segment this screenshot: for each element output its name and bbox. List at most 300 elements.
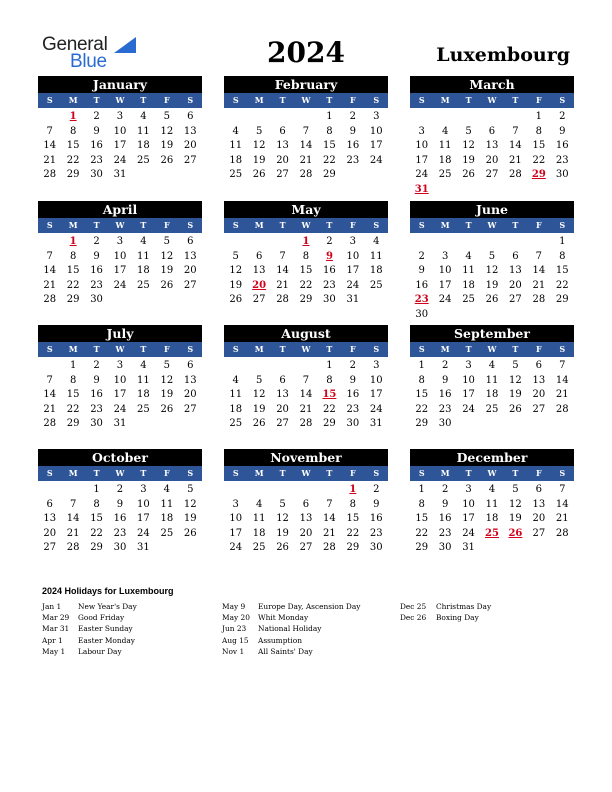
weekday-header [410, 218, 574, 233]
month-title: June [410, 201, 574, 218]
day-cell: 30 [415, 308, 429, 320]
day-cell: 5 [255, 125, 263, 137]
holiday-name: Boxing Day [436, 613, 479, 623]
day-cell: 28 [509, 169, 522, 181]
empty-cell [433, 235, 456, 250]
day-cell: 21 [43, 403, 57, 415]
day-cell: 11 [137, 125, 150, 137]
empty-cell [38, 359, 61, 374]
month-january [38, 76, 202, 183]
day-cell: 20 [532, 389, 546, 401]
day-cell: 22 [323, 403, 336, 415]
page-header [0, 0, 612, 72]
day-cell: 1 [418, 484, 425, 495]
day-cell: 19 [229, 279, 243, 291]
day-cell: 22 [346, 527, 360, 539]
day-cell: 11 [462, 265, 475, 277]
weekday-label: T [326, 468, 333, 478]
holiday-day: 9 [325, 250, 333, 262]
day-cell: 7 [46, 250, 53, 262]
day-cell: 28 [555, 403, 569, 415]
empty-cell [271, 110, 294, 125]
day-cell: 26 [462, 169, 475, 181]
holiday-day: 20 [252, 279, 267, 291]
holiday-date: May 1 [42, 646, 66, 656]
day-cell: 13 [299, 513, 313, 525]
day-cell: 12 [252, 389, 266, 401]
day-cell: 1 [418, 360, 425, 371]
day-cell: 1 [326, 111, 333, 122]
weekday-label: T [279, 95, 286, 105]
weekday-label: T [465, 468, 472, 478]
month-title: October [38, 449, 202, 466]
holiday-row [42, 646, 222, 657]
month-february [224, 76, 388, 183]
logo-text-general: General [42, 34, 108, 55]
day-cell: 13 [485, 140, 499, 152]
generalblue-logo [42, 34, 142, 70]
holiday-name: Good Friday [78, 613, 125, 623]
weekday-label: M [440, 344, 450, 354]
empty-cell [480, 110, 503, 125]
day-cell: 11 [137, 250, 150, 262]
day-cell: 4 [140, 360, 147, 371]
day-cell: 17 [462, 389, 475, 401]
day-cell: 4 [488, 484, 496, 495]
day-cell: 13 [183, 250, 197, 262]
day-cell: 24 [462, 527, 475, 539]
day-cell: 15 [415, 513, 429, 525]
holiday-name: Whit Monday [258, 613, 309, 623]
day-cell: 6 [187, 236, 194, 247]
day-cell: 8 [69, 250, 77, 262]
weekday-label: T [140, 95, 147, 105]
weekday-label: M [68, 468, 78, 478]
weekday-label: F [349, 344, 356, 354]
day-cell: 25 [369, 279, 383, 291]
holiday-day: 25 [485, 527, 499, 539]
day-grid [224, 481, 388, 556]
weekday-label: F [349, 95, 356, 105]
weekday-label: S [418, 344, 425, 354]
weekday-label: W [115, 220, 125, 230]
day-cell: 20 [183, 265, 197, 277]
day-cell: 22 [415, 527, 429, 539]
day-cell: 26 [160, 279, 174, 291]
empty-cell [294, 359, 317, 374]
weekday-label: S [559, 344, 566, 354]
day-cell: 9 [116, 498, 124, 510]
day-cell: 11 [137, 374, 150, 386]
month-december [410, 449, 574, 556]
day-cell: 5 [279, 498, 286, 510]
day-cell: 23 [113, 527, 127, 539]
day-cell: 26 [160, 403, 174, 415]
day-cell: 10 [462, 374, 475, 386]
day-cell: 11 [438, 140, 452, 152]
month-title: January [38, 76, 202, 93]
day-cell: 25 [229, 418, 243, 430]
day-cell: 14 [43, 265, 57, 277]
holiday-date: Dec 25 [400, 602, 427, 611]
day-cell: 29 [415, 418, 429, 430]
day-cell: 24 [113, 154, 127, 166]
holiday-date: Jan 1 [42, 602, 62, 611]
day-cell: 10 [369, 125, 383, 137]
empty-cell [457, 235, 480, 250]
day-cell: 16 [415, 279, 429, 291]
day-cell: 4 [140, 111, 147, 122]
weekday-label: F [535, 344, 542, 354]
day-cell: 24 [369, 403, 383, 415]
day-cell: 24 [346, 279, 360, 291]
holiday-row [400, 612, 580, 623]
weekday-label: S [232, 344, 239, 354]
day-cell: 30 [555, 169, 569, 181]
day-cell: 10 [137, 498, 150, 510]
day-cell: 1 [535, 111, 543, 122]
weekday-label: S [187, 344, 194, 354]
day-cell: 9 [418, 265, 425, 277]
empty-cell [527, 235, 550, 250]
day-cell: 31 [462, 542, 475, 554]
holiday-date: Mar 31 [42, 624, 70, 634]
day-cell: 31 [369, 418, 383, 430]
day-cell: 10 [113, 250, 127, 262]
day-cell: 9 [441, 498, 449, 510]
holiday-column [42, 601, 222, 657]
day-cell: 28 [299, 418, 313, 430]
weekday-label: S [232, 95, 239, 105]
weekday-label: F [535, 468, 542, 478]
day-cell: 2 [326, 236, 333, 247]
day-cell: 17 [113, 389, 127, 401]
day-cell: 21 [532, 279, 546, 291]
holiday-name: New Year's Day [78, 602, 137, 611]
day-cell: 1 [326, 360, 333, 371]
day-cell: 31 [137, 542, 150, 554]
day-cell: 8 [349, 498, 357, 510]
day-cell: 21 [299, 403, 313, 415]
day-cell: 14 [555, 374, 569, 386]
day-cell: 2 [349, 111, 357, 122]
empty-cell [61, 483, 84, 498]
day-cell: 28 [532, 294, 546, 306]
holiday-day: 29 [531, 169, 546, 181]
day-cell: 6 [535, 360, 543, 371]
day-cell: 20 [299, 527, 313, 539]
day-cell: 19 [252, 403, 266, 415]
day-cell: 21 [299, 154, 313, 166]
day-cell: 18 [137, 389, 150, 401]
day-cell: 10 [113, 125, 127, 137]
day-cell: 15 [555, 265, 569, 277]
day-cell: 8 [326, 125, 333, 137]
empty-cell [224, 110, 247, 125]
holiday-row [222, 601, 402, 612]
day-cell: 6 [255, 250, 263, 262]
day-cell: 21 [66, 527, 80, 539]
day-cell: 19 [509, 389, 522, 401]
weekday-label: W [487, 468, 497, 478]
weekday-label: S [187, 95, 194, 105]
weekday-label: W [487, 95, 497, 105]
day-cell: 15 [66, 140, 80, 152]
weekday-label: S [373, 95, 380, 105]
day-cell: 29 [66, 418, 80, 430]
day-cell: 2 [418, 250, 425, 262]
weekday-label: T [326, 220, 333, 230]
empty-cell [294, 110, 317, 125]
day-grid [224, 233, 388, 308]
day-cell: 4 [232, 374, 239, 386]
day-cell: 30 [90, 294, 103, 306]
weekday-label: T [140, 344, 147, 354]
day-cell: 17 [369, 140, 383, 152]
weekday-label: T [93, 220, 100, 230]
day-cell: 12 [252, 140, 266, 152]
day-cell: 9 [349, 125, 357, 137]
day-cell: 5 [232, 250, 239, 262]
weekday-label: S [418, 468, 425, 478]
day-cell: 11 [485, 374, 499, 386]
day-cell: 13 [276, 140, 289, 152]
day-cell: 14 [299, 140, 313, 152]
day-cell: 2 [116, 484, 124, 495]
day-cell: 22 [323, 154, 336, 166]
empty-cell [318, 483, 341, 498]
day-cell: 7 [326, 498, 333, 510]
holiday-date: Mar 29 [42, 613, 70, 623]
day-cell: 6 [512, 250, 519, 262]
weekday-label: S [373, 468, 380, 478]
weekday-label: M [254, 344, 264, 354]
month-july [38, 325, 202, 432]
day-cell: 16 [323, 265, 336, 277]
day-cell: 7 [46, 374, 53, 386]
day-grid [38, 108, 202, 183]
holiday-name: All Saints' Day [258, 646, 313, 656]
day-cell: 15 [66, 389, 80, 401]
empty-cell [504, 235, 527, 250]
month-june [410, 201, 574, 323]
weekday-label: W [301, 468, 311, 478]
empty-cell [247, 359, 270, 374]
day-cell: 5 [512, 484, 519, 495]
holiday-day: 1 [69, 111, 77, 122]
holiday-date: Nov 1 [222, 646, 245, 656]
day-cell: 27 [276, 418, 289, 430]
holiday-name: Assumption [258, 635, 302, 645]
day-cell: 25 [252, 542, 266, 554]
day-cell: 13 [509, 265, 522, 277]
day-cell: 25 [485, 403, 499, 415]
holiday-day: 26 [508, 527, 523, 539]
day-cell: 28 [43, 418, 57, 430]
day-cell: 1 [559, 236, 566, 247]
day-cell: 12 [183, 498, 197, 510]
day-cell: 25 [137, 279, 150, 291]
day-cell: 9 [93, 374, 100, 386]
day-cell: 27 [532, 527, 546, 539]
holiday-date: Dec 26 [400, 613, 427, 623]
holiday-date: Jun 23 [222, 624, 247, 634]
day-cell: 18 [485, 389, 499, 401]
weekday-label: W [487, 220, 497, 230]
day-cell: 22 [532, 154, 546, 166]
day-cell: 6 [279, 374, 286, 386]
day-cell: 2 [441, 484, 449, 495]
day-cell: 15 [346, 513, 360, 525]
day-cell: 9 [93, 125, 100, 137]
day-cell: 14 [43, 389, 57, 401]
day-cell: 13 [276, 389, 289, 401]
day-cell: 5 [488, 250, 496, 262]
day-cell: 19 [509, 513, 522, 525]
day-cell: 2 [93, 111, 100, 122]
day-cell: 27 [276, 169, 289, 181]
day-cell: 17 [113, 140, 127, 152]
weekday-label: F [163, 220, 170, 230]
day-cell: 12 [462, 140, 475, 152]
day-cell: 23 [555, 154, 569, 166]
day-cell: 25 [229, 169, 243, 181]
day-cell: 28 [43, 169, 57, 181]
day-cell: 30 [438, 542, 452, 554]
weekday-label: T [326, 344, 333, 354]
day-cell: 7 [69, 498, 77, 510]
day-cell: 15 [323, 140, 336, 152]
empty-cell [224, 359, 247, 374]
weekday-label: S [232, 468, 239, 478]
day-cell: 13 [183, 125, 197, 137]
day-cell: 20 [485, 154, 499, 166]
day-cell: 22 [299, 279, 313, 291]
month-title: August [224, 325, 388, 342]
day-cell: 17 [346, 265, 360, 277]
day-cell: 18 [137, 265, 150, 277]
day-cell: 28 [276, 294, 289, 306]
day-cell: 5 [163, 236, 171, 247]
day-cell: 13 [532, 498, 546, 510]
weekday-header [38, 466, 202, 481]
day-cell: 11 [160, 498, 174, 510]
day-cell: 22 [90, 527, 103, 539]
day-cell: 22 [66, 154, 80, 166]
weekday-header [410, 342, 574, 357]
month-title: December [410, 449, 574, 466]
day-cell: 3 [116, 360, 124, 371]
empty-cell [38, 235, 61, 250]
day-cell: 20 [276, 154, 289, 166]
day-cell: 19 [485, 279, 499, 291]
empty-cell [247, 483, 270, 498]
weekday-label: M [254, 95, 264, 105]
day-cell: 17 [438, 279, 452, 291]
day-cell: 28 [43, 294, 57, 306]
empty-cell [247, 110, 270, 125]
day-cell: 11 [369, 250, 383, 262]
day-grid [38, 233, 202, 308]
day-cell: 21 [555, 389, 569, 401]
day-cell: 15 [415, 389, 429, 401]
day-cell: 28 [323, 542, 336, 554]
day-cell: 7 [302, 374, 310, 386]
day-cell: 16 [113, 513, 127, 525]
holiday-day: 23 [414, 294, 429, 306]
month-april [38, 201, 202, 308]
day-cell: 1 [69, 360, 77, 371]
weekday-label: S [46, 468, 53, 478]
empty-cell [271, 359, 294, 374]
day-cell: 17 [415, 154, 429, 166]
day-cell: 2 [559, 111, 566, 122]
day-cell: 3 [349, 236, 357, 247]
day-cell: 2 [93, 236, 100, 247]
day-cell: 3 [441, 250, 449, 262]
day-cell: 24 [113, 279, 127, 291]
month-may [224, 201, 388, 308]
day-cell: 18 [438, 154, 452, 166]
weekday-header [38, 342, 202, 357]
day-cell: 18 [229, 154, 243, 166]
weekday-label: S [46, 95, 53, 105]
weekday-label: S [418, 95, 425, 105]
holiday-row [400, 601, 580, 612]
day-cell: 11 [229, 140, 243, 152]
weekday-label: S [418, 220, 425, 230]
day-cell: 2 [441, 360, 449, 371]
holidays-title: 2024 Holidays for Luxembourg [42, 586, 174, 596]
weekday-label: F [349, 468, 356, 478]
weekday-label: F [535, 220, 542, 230]
holiday-row [222, 623, 402, 634]
day-cell: 12 [160, 374, 174, 386]
day-grid [38, 481, 202, 556]
day-cell: 3 [373, 360, 380, 371]
weekday-label: W [301, 344, 311, 354]
day-cell: 23 [323, 279, 336, 291]
day-cell: 14 [509, 140, 522, 152]
day-cell: 23 [346, 154, 360, 166]
day-cell: 24 [113, 403, 127, 415]
weekday-label: M [440, 220, 450, 230]
day-cell: 6 [187, 360, 194, 371]
weekday-label: S [373, 220, 380, 230]
day-cell: 26 [229, 294, 243, 306]
holiday-name: Europe Day, Ascension Day [258, 602, 361, 611]
day-cell: 29 [323, 169, 336, 181]
day-cell: 18 [369, 265, 383, 277]
holiday-name: Easter Sunday [78, 624, 133, 634]
day-cell: 10 [229, 513, 243, 525]
day-cell: 4 [232, 125, 239, 137]
day-cell: 20 [183, 389, 197, 401]
day-cell: 4 [255, 498, 263, 510]
weekday-label: M [254, 220, 264, 230]
weekday-label: S [559, 95, 566, 105]
holiday-day: 15 [322, 389, 337, 401]
holiday-row [222, 646, 402, 657]
day-cell: 2 [349, 360, 357, 371]
day-cell: 21 [43, 154, 57, 166]
holiday-row [222, 612, 402, 623]
weekday-label: T [465, 95, 472, 105]
day-cell: 13 [183, 374, 197, 386]
day-cell: 27 [532, 403, 546, 415]
empty-cell [457, 110, 480, 125]
holiday-day: 1 [349, 484, 357, 495]
